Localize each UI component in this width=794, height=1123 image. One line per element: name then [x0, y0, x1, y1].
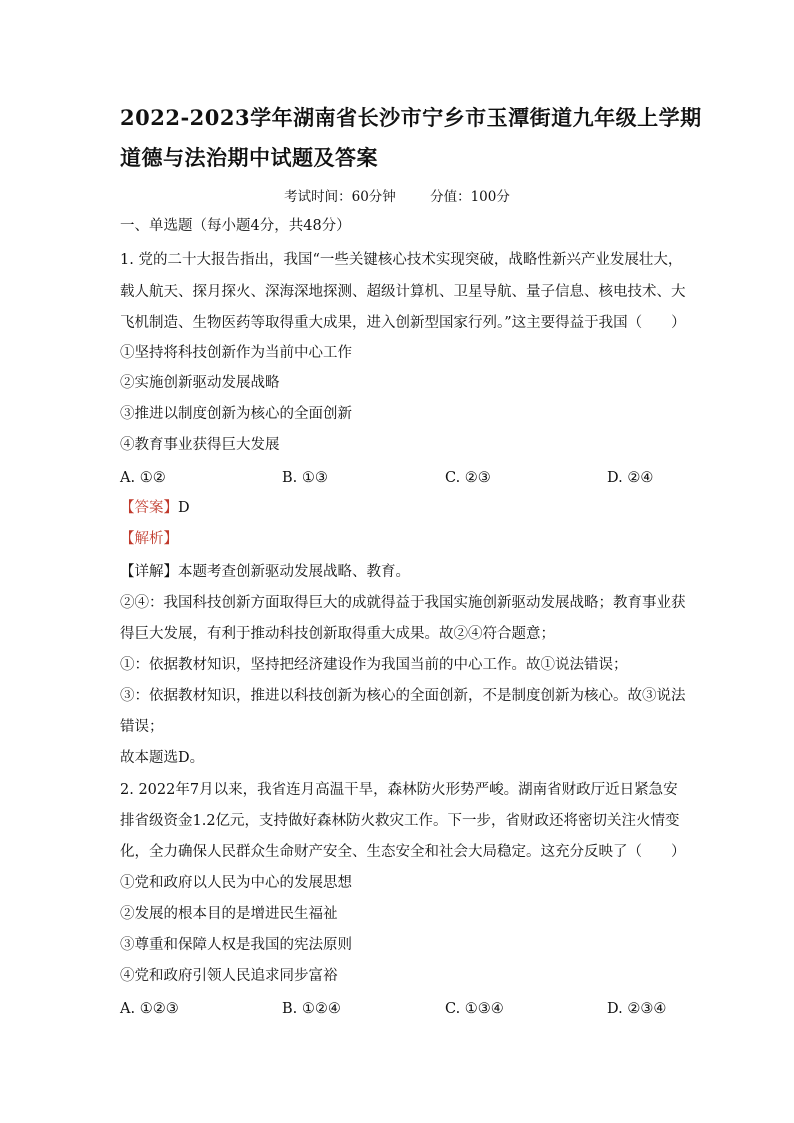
- q1-stem-line-2: 载人航天、探月探火、深海深地探测、超级计算机、卫星导航、量子信息、核电技术、大: [120, 284, 686, 300]
- q1-explanation-line-5: 错误；: [120, 719, 164, 735]
- q1-option-c: C. ②③: [445, 470, 491, 486]
- exam-score: 分值：100分: [430, 189, 510, 205]
- q1-explanation-line-3: ①：依据教材知识，坚持把经济建设作为我国当前的中心工作。故①说法错误；: [120, 657, 628, 673]
- analysis-label: 【解析】: [120, 531, 178, 547]
- q2-stem-line-3: 化，全力确保人民群众生命财产安全、生态安全和社会大局稳定。这充分反映了（ ）: [120, 844, 686, 860]
- answer-label: 【答案】: [120, 500, 178, 516]
- q2-statement-1: ①党和政府以人民为中心的发展思想: [120, 875, 352, 891]
- q2-option-a: A. ①②③: [120, 1001, 179, 1017]
- q1-stem-line-1: 1. 党的二十大报告指出，我国“一些关键核心技术实现突破，战略性新兴产业发展壮大，: [120, 252, 683, 268]
- q1-statement-1: ①坚持将科技创新作为当前中心工作: [120, 345, 352, 361]
- document-title-line-2: 道德与法治期中试题及答案: [120, 145, 378, 170]
- q1-explanation-line-6: 故本题选D。: [120, 750, 205, 766]
- q1-stem-line-3: 飞机制造、生物医药等取得重大成果，进入创新型国家行列。”这主要得益于我国（ ）: [120, 315, 686, 331]
- q1-explanation-line-2: 得巨大发展，有利于推动科技创新取得重大成果。故②④符合题意；: [120, 626, 555, 642]
- q1-answer: [120, 498, 190, 518]
- detail-label: 【详解】: [120, 564, 178, 580]
- q1-explanation-line-1: ②④：我国科技创新方面取得巨大的成就得益于我国实施创新驱动发展战略；教育事业获: [120, 595, 686, 611]
- q1-option-a: A. ①②: [120, 470, 166, 486]
- q2-statement-4: ④党和政府引领人民追求同步富裕: [120, 968, 338, 984]
- q1-statement-3: ③推进以制度创新为核心的全面创新: [120, 406, 352, 422]
- q2-statement-3: ③尊重和保障人权是我国的宪法原则: [120, 937, 352, 953]
- q1-option-b: B. ①③: [282, 470, 328, 486]
- exam-meta: [0, 185, 794, 205]
- q1-option-d: D. ②④: [607, 470, 654, 486]
- q2-stem-line-1: 2. 2022年7月以来，我省连月高温干旱，森林防火形势严峻。湖南省财政厅近日紧急安: [120, 782, 678, 798]
- q2-option-b: B. ①②④: [282, 1001, 341, 1017]
- q2-statement-2: ②发展的根本目的是增进民生福祉: [120, 906, 338, 922]
- answer-value: D: [178, 500, 190, 516]
- q2-stem-line-2: 排省级资金1.2亿元，支持做好森林防火救灾工作。下一步，省财政还将密切关注火情变: [120, 813, 680, 829]
- q1-statement-2: ②实施创新驱动发展战略: [120, 375, 280, 391]
- q1-explanation-line-4: ③：依据教材知识，推进以科技创新为核心的全面创新，不是制度创新为核心。故③说法: [120, 688, 686, 704]
- q1-detail: [120, 562, 410, 582]
- detail-text: 本题考查创新驱动发展战略、教育。: [178, 564, 410, 580]
- exam-time: 考试时间：60分钟: [284, 189, 396, 205]
- q1-statement-4: ④教育事业获得巨大发展: [120, 437, 280, 453]
- q2-option-c: C. ①③④: [445, 1001, 504, 1017]
- document-title-line-1: 2022-2023学年湖南省长沙市宁乡市玉潭街道九年级上学期: [120, 105, 702, 130]
- section-heading: 一、单选题（每小题4分，共48分）: [120, 218, 351, 234]
- q2-option-d: D. ②③④: [607, 1001, 667, 1017]
